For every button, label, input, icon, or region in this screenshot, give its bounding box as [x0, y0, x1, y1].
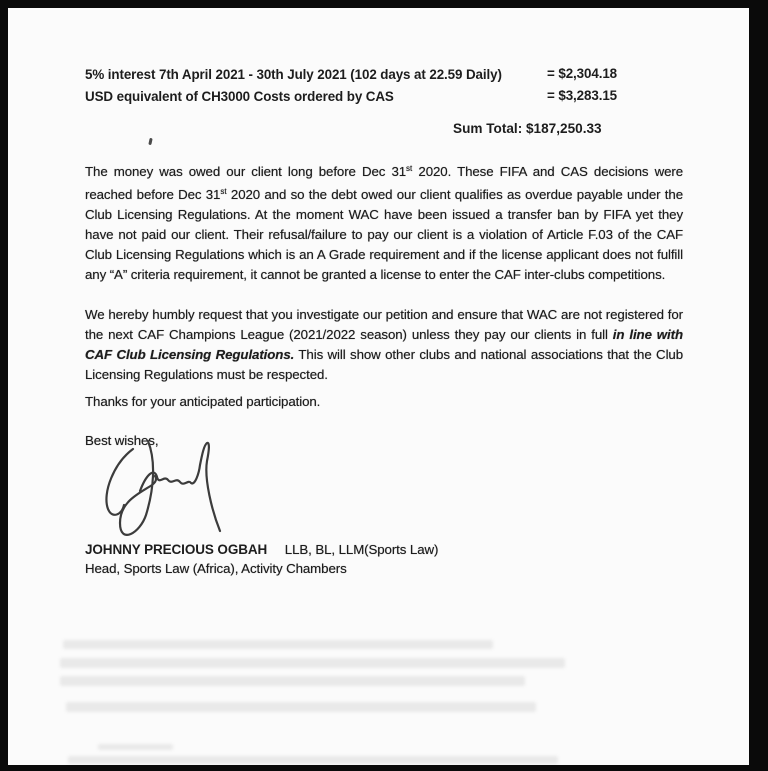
- sum-total: Sum Total: $187,250.33: [453, 121, 602, 136]
- cost-amount-cas-costs: = $3,283.15: [547, 87, 618, 103]
- signatory-name: JOHNNY PRECIOUS OGBAH: [85, 542, 268, 557]
- cost-row-interest: [85, 66, 705, 88]
- signoff-line: Best wishes,: [85, 433, 159, 448]
- cost-label-interest: 5% interest 7th April 2021 - 30th July 2021 (102 days at 22.59 Daily): [85, 67, 502, 82]
- bleed-through-line: [63, 640, 493, 649]
- bleed-through-line: [68, 756, 558, 764]
- signatory-credentials: LLB, BL, LLM(Sports Law): [284, 542, 439, 557]
- bleed-through-line: [98, 744, 173, 750]
- signature-scribble-icon: [96, 435, 248, 549]
- signatory-role: Head, Sports Law (Africa), Activity Chambers: [85, 561, 347, 576]
- bleed-through-line: [60, 676, 525, 686]
- cost-row-cas-costs: [85, 88, 705, 110]
- bleed-through-line: [60, 658, 565, 668]
- thanks-line: Thanks for your anticipated participation.: [85, 394, 321, 409]
- paragraph-petition-request: We hereby humbly request that you investigate our petition and ensure that WAC are not registered for the next CAF Champions League (2021/2022 season) unless they pay our clients in full in line with CAF Club Licensing Regulations. This will show other clubs and national associations that the Club Licensing Regulations must be respected.: [85, 307, 684, 382]
- cost-label-cas-costs: USD equivalent of CH3000 Costs ordered by CAS: [85, 88, 394, 104]
- scan-speck: [148, 138, 152, 145]
- handwritten-signature: [96, 435, 248, 549]
- signatory-name-line: [85, 542, 438, 557]
- letter-page: [8, 8, 749, 765]
- cost-summary: [85, 66, 705, 109]
- cost-amount-interest: = $2,304.18: [547, 66, 618, 81]
- bleed-through-line: [66, 702, 536, 712]
- paragraph-overdue-payable: The money was owed our client long before Dec 31st 2020. These FIFA and CAS decisions were reached before Dec 31st 2020 and so the debt owed our client qualifies as overdue payable under the Club Licensing Regulations. At the moment WAC have been issued a transfer ban by FIFA yet they have not paid our client. Their refusal/failure to pay our client is a violation of Article F.03 of the CAF Club Licensing Regulations which is an A Grade requirement and if the license applicant does not fulfill any “A” criteria requirement, it cannot be granted a license to enter the CAF inter-clubs competitions.: [85, 164, 683, 282]
